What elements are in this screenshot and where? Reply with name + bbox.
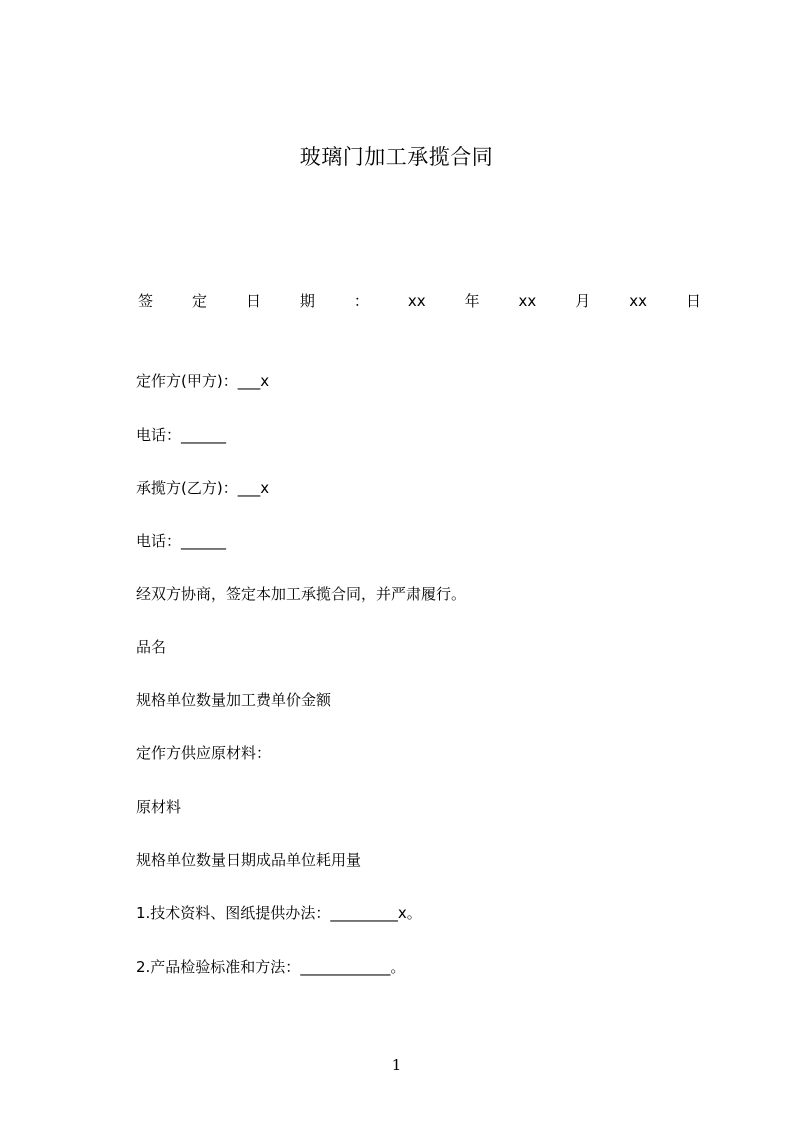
document-title: 玻璃门加工承揽合同 [299, 145, 494, 169]
date-day-value: xx [629, 292, 647, 310]
product-spec-columns: 规格单位数量加工费单价金额 [136, 691, 332, 709]
date-colon: ： [353, 292, 369, 310]
page-number: 1 [391, 1056, 402, 1074]
party-b-phone-line: 电话：______ [136, 532, 227, 550]
date-label-char: 日 [245, 292, 261, 310]
raw-material-spec-columns: 规格单位数量日期成品单位耗用量 [136, 851, 362, 869]
raw-material-heading: 原材料 [136, 798, 182, 816]
signing-date-row [138, 290, 701, 312]
party-a-line: 定作方(甲方)：___x [136, 372, 270, 390]
party-b-line: 承揽方(乙方)：___x [136, 479, 270, 497]
date-year-value: xx [407, 292, 426, 310]
date-label-char: 签 [138, 292, 154, 310]
product-name-heading: 品名 [136, 638, 167, 656]
agreement-statement: 经双方协商，签定本加工承揽合同，并严肃履行。 [136, 585, 467, 603]
date-month-value: xx [518, 292, 537, 310]
date-label-char: 期 [299, 292, 315, 310]
clause-technical-docs: 1.技术资料、图纸提供办法：_________x。 [136, 904, 422, 922]
date-month-label: 月 [575, 292, 591, 310]
raw-material-supply-line: 定作方供应原材料： [136, 744, 272, 762]
clause-inspection-standard: 2.产品检验标准和方法：____________。 [136, 958, 406, 976]
date-year-label: 年 [464, 292, 480, 310]
date-label-char: 定 [191, 292, 207, 310]
party-a-phone-line: 电话：______ [136, 426, 227, 444]
date-day-label: 日 [685, 292, 701, 310]
